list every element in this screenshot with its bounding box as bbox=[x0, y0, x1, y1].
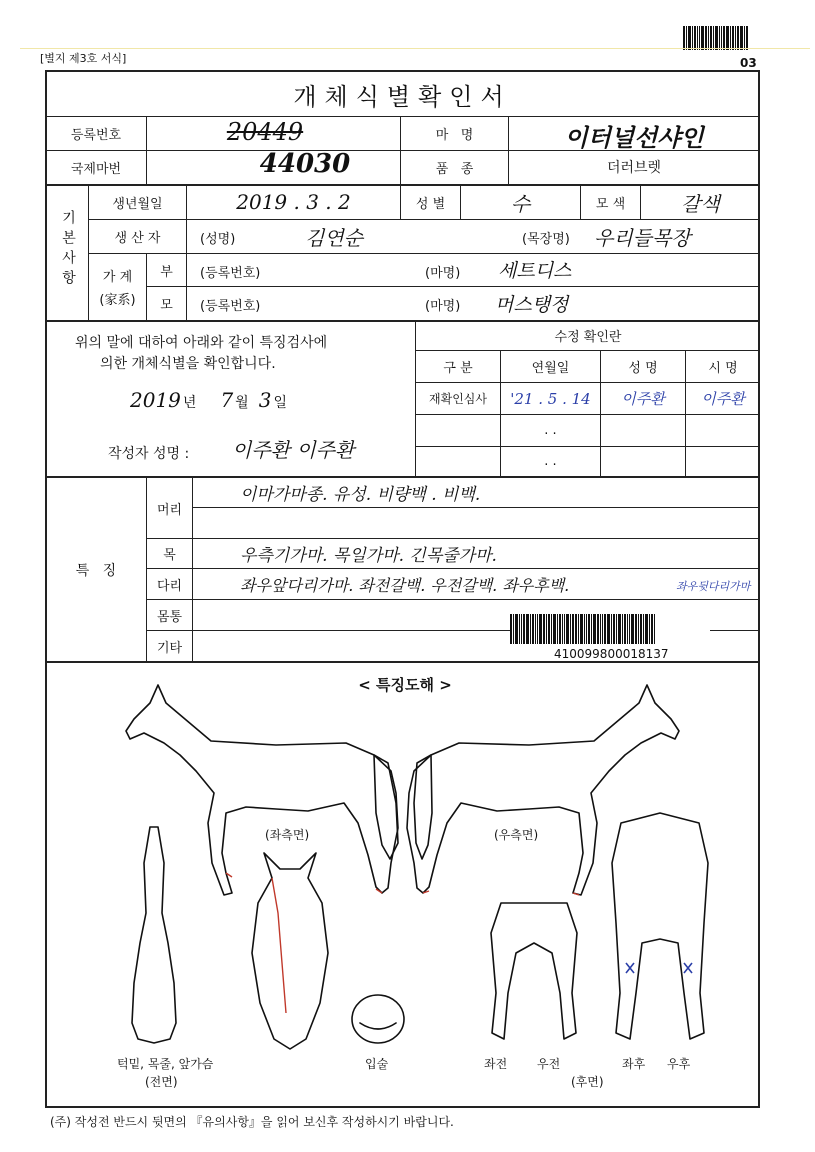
breeder-name-paren: (성명) bbox=[200, 232, 236, 247]
pedigree-hanja: (家系) bbox=[99, 292, 136, 308]
sire-name: 세트디스 bbox=[498, 260, 572, 282]
sex-label: 성 별 bbox=[415, 197, 446, 212]
legs-value: 좌우앞다리가마. 좌전갈백. 우전갈백. 좌우후백. bbox=[240, 576, 570, 595]
row1-type: 재확인심사 bbox=[429, 392, 487, 406]
color-value: 갈색 bbox=[681, 191, 720, 216]
writer-signature: 이주환 이주환 bbox=[232, 438, 355, 462]
rear-view-caption: (후면) bbox=[571, 1075, 604, 1089]
col-name: 성 명 bbox=[628, 361, 658, 376]
head-front-view bbox=[252, 853, 328, 1049]
birth-label: 생년월일 bbox=[112, 197, 163, 212]
head-label: 머리 bbox=[156, 502, 183, 518]
birth-value: 2019 . 3 . 2 bbox=[236, 190, 351, 214]
lips-view bbox=[352, 995, 404, 1043]
diagram-title: < 특징도해 > bbox=[358, 675, 452, 694]
color-label: 모 색 bbox=[595, 197, 626, 212]
pedigree-text: 가 계 bbox=[102, 269, 133, 285]
horse-name-label: 마 명 bbox=[435, 127, 474, 143]
head-value: 이마가마종. 유성. 비량백 . 비백. bbox=[240, 485, 481, 505]
dam-reg-paren: (등록번호) bbox=[200, 299, 261, 314]
dam-name: 머스탱정 bbox=[495, 294, 569, 316]
left-rear-caption: 좌후 bbox=[622, 1057, 646, 1071]
col-type: 구 분 bbox=[443, 361, 473, 376]
other-label: 기타 bbox=[156, 640, 183, 656]
sticker-barcode-number: 410099800018137 bbox=[550, 647, 673, 661]
statement-line1: 위의 말에 대하여 아래와 같이 특징검사에 bbox=[75, 335, 328, 351]
rear-legs-view bbox=[612, 813, 708, 1039]
date-month-unit: 월 bbox=[235, 395, 249, 411]
reg-no-value: 20449 bbox=[226, 118, 304, 146]
right-rear-caption: 우후 bbox=[667, 1057, 691, 1071]
right-side-horse bbox=[407, 685, 679, 895]
date-day: 3 bbox=[258, 388, 272, 412]
farm-paren: (목장명) bbox=[522, 232, 570, 247]
confirm-date bbox=[130, 388, 287, 412]
reg-no-label: 등록번호 bbox=[70, 127, 122, 143]
date-day-unit: 일 bbox=[273, 395, 287, 411]
form-title: 개체식별확인서 bbox=[293, 82, 512, 111]
form-label: [별지 제3호 서식] bbox=[40, 52, 127, 65]
col-date: 연월일 bbox=[531, 361, 570, 376]
front-legs-view bbox=[491, 903, 577, 1039]
dam-label: 모 bbox=[160, 298, 173, 313]
top-barcode bbox=[683, 26, 759, 50]
neck-label: 목 bbox=[163, 548, 176, 563]
farm-name: 우리들목장 bbox=[594, 226, 691, 250]
date-month: 7 bbox=[220, 388, 234, 412]
front-view-caption: (전면) bbox=[145, 1075, 178, 1089]
breeder-name: 김연순 bbox=[305, 226, 363, 250]
dam-horse-paren: (마명) bbox=[425, 299, 461, 314]
horse-name-value: 이터널선샤인 bbox=[564, 122, 704, 152]
front-chest-view bbox=[132, 827, 176, 1043]
basic-section-label: 기본사항 bbox=[60, 210, 76, 290]
body-label: 몸통 bbox=[156, 609, 183, 625]
correction-title: 수정 확인란 bbox=[554, 330, 622, 345]
row3-date: . . bbox=[544, 454, 557, 469]
header-rule bbox=[20, 48, 810, 49]
left-front-caption: 좌전 bbox=[484, 1057, 508, 1071]
sex-value: 수 bbox=[510, 191, 531, 216]
row1-date: '21 . 5 . 14 bbox=[510, 389, 591, 408]
row1-sign: 이주환 bbox=[701, 390, 745, 408]
right-side-caption: (우측면) bbox=[494, 828, 539, 842]
pedigree-label bbox=[89, 253, 146, 320]
intl-no-value: 44030 bbox=[259, 149, 351, 179]
lips-caption: 입술 bbox=[365, 1057, 389, 1071]
breed-value: 더러브렛 bbox=[606, 160, 662, 176]
sire-label: 부 bbox=[160, 264, 173, 280]
footer-note: (주) 작성전 반드시 뒷면의 『유의사항』을 읽어 보신후 작성하시기 바랍니다. bbox=[50, 1115, 454, 1129]
sire-reg-paren: (등록번호) bbox=[200, 266, 261, 281]
intl-no-label: 국제마번 bbox=[70, 161, 122, 177]
sire-horse-paren: (마명) bbox=[425, 266, 461, 281]
features-section-label: 특 징 bbox=[75, 562, 117, 579]
breed-label: 품 종 bbox=[435, 161, 474, 177]
writer-label: 작성자 성명 : bbox=[108, 446, 190, 462]
row2-date: . . bbox=[544, 423, 557, 438]
right-front-caption: 우전 bbox=[537, 1057, 561, 1071]
statement-line2: 의한 개체식별을 확인합니다. bbox=[100, 356, 276, 372]
right-side-horse-tail bbox=[414, 755, 432, 859]
breeder-label: 생 산 자 bbox=[114, 231, 161, 246]
page-number: 03 bbox=[740, 56, 757, 70]
neck-value: 우측기가마. 목일가마. 긴목줄가마. bbox=[240, 546, 497, 566]
left-side-caption: (좌측면) bbox=[265, 828, 310, 842]
date-year: 2019 bbox=[130, 388, 181, 412]
date-year-unit: 년 bbox=[182, 395, 197, 411]
sticker-barcode bbox=[510, 614, 710, 644]
left-side-horse bbox=[126, 685, 398, 895]
front-caption: 턱밑, 목줄, 앞가슴 bbox=[117, 1057, 214, 1071]
legs-extra: 좌우뒷다리가마 bbox=[676, 580, 751, 593]
horse-diagram bbox=[46, 663, 759, 1107]
legs-label: 다리 bbox=[156, 578, 183, 594]
col-sign: 시 명 bbox=[708, 361, 738, 376]
row1-name: 이주환 bbox=[621, 390, 665, 408]
